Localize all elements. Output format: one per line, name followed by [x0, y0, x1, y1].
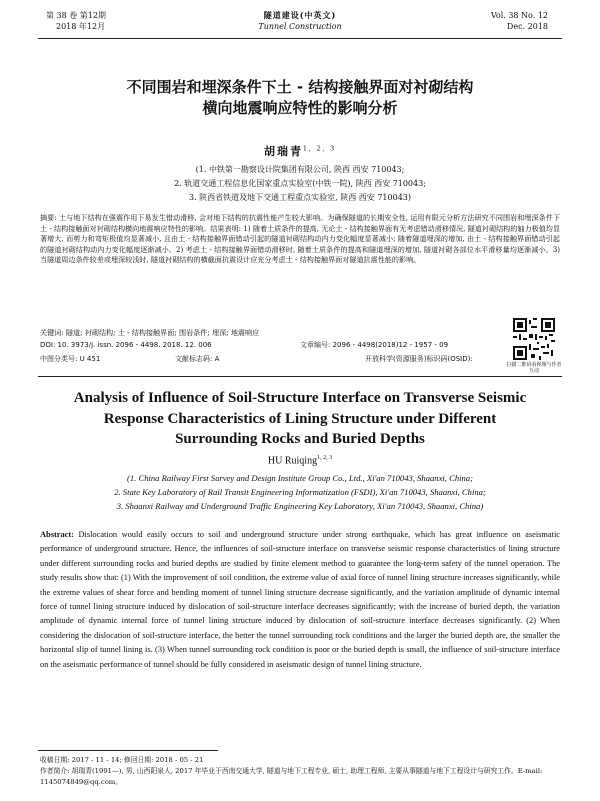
received-date: 收稿日期: 2017 - 11 - 14; 修回日期: 2018 - 05 - 21: [40, 756, 204, 764]
header-volume-en: [491, 10, 548, 32]
article-number: 文章编号: 2096 - 4498(2018)12 - 1957 - 09: [300, 341, 449, 349]
volume-issue-cn: 第 38 卷 第12期: [46, 11, 106, 20]
section-rule: [38, 376, 562, 377]
title-en: [40, 388, 560, 450]
affiliation-en-2: 2. State Key Laboratory of Rail Transit Engineering Informatization (FSDI), Xi'an 710043, Shaanxi, China;: [114, 487, 486, 497]
affiliations-en: [40, 471, 560, 513]
author-bio: 作者简介: 胡瑞青(1991—), 男, 山西阳泉人, 2017 年毕业于西南交通大学, 隧道与地下工程专业, 硕士, 助理工程师, 主要从事隧道与地下工程设计与研究工作。E-mail: 1145074849@qq.com。: [40, 767, 543, 786]
oscid-label: 开放科学(资源服务)标识码(OSID):: [365, 355, 473, 363]
abstract-en-body: Dislocation would easily occurs to soil and underground structure under strong earthquake, which has great influence on aseismatic performance of underground structure. Hence, the influences of soil-structure interface on transverse seismic response characteristics of lining structure under different surrounding rocks and buried depths are studied by finite element method to guarantee the long-term safety of the tunnel operation. The study results show that: (1) With the improvement of soil condition, the extreme value of axial force of tunnel lining structure increases significantly, while the extreme values of shear force and bending moment of tunnel lining structure decrease significantly, and the variation amplitude of dynamic internal force of tunnel lining structure induced by dislocation of soil-structure interface decreases significantly; with the increase of buried depth, the variation amplitude of dynamic internal force of tunnel lining structure induced by dislocation of soil-structure interface decreases significantly. (2) When considering the dislocation of soil-structure interface, the better the tunnel surrounding rock conditions and the larger the buried depth are, the smaller the horizontal slip of tunnel lining is. (3) When tunnel surrounding rock condition is poor or the buried depth is small, the influence of soil-structure interface on the aseismatic performance of tunnel should be fully considered in aseismatic design of tunnel lining structure.: [40, 530, 561, 669]
title-cn-line1: 不同围岩和埋深条件下土 - 结构接触界面对衬砌结构: [126, 78, 474, 96]
title-cn: [40, 77, 560, 119]
volume-issue-en: Vol. 38 No. 12: [490, 11, 548, 20]
date-cn: 2018 年12月: [56, 22, 106, 31]
author-cn-sup: 1, 2, 3: [302, 145, 337, 153]
affiliation-cn-1: (1. 中铁第一勘察设计院集团有限公司, 陕西 西安 710043;: [195, 165, 405, 174]
affiliation-en-3: 3. Shaanxi Railway and Underground Traffic Engineering Key Laboratory, Xi'an 710043, Shaanxi, China): [116, 501, 484, 511]
footnote-rule: [38, 750, 218, 751]
qr-caption: 扫描二维码看视频与作者互动: [506, 362, 562, 374]
clc-number: 中图分类号: U 451: [40, 355, 101, 363]
document-code: 文献标志码: A: [175, 355, 220, 363]
abstract-cn: 摘要: 土与地下结构在强震作用下易发生错动滑移, 会对地下结构的抗震性能产生较大影响。为确保隧道的长期安全性, 运用有限元分析方法研究不同围岩和埋深条件下土 - 结构接触面对衬砌结构横向地震响应特性的影响。结果表明: 1) 随着土质条件的提高, 无论土 - 结构接触界面有无考虑错动滑移情况, 隧道衬砌结构的轴力极值均显著增大, 而剪力和弯矩极值均显著减小, 且由土 - 结构接触界面错动引起的隧道衬砌结构动内力变化幅度显著减小; 随着隧道埋深的增加, 由土 - 结构接触界面错动引起的隧道衬砌结构动内力变化幅度逐渐减小。2) 考虑土 - 结构接触界面错动滑移时, 随着土质条件的提高和隧道埋深的增加, 隧道衬砌各部位水平滑移量均逐渐减小。3) 当隧道周边条件较差或埋深较浅时, 隧道衬砌结构的横截面抗震设计应充分考虑土 - 结构接触界面对隧道抗震性能的影响。: [40, 213, 560, 265]
title-cn-line2: 横向地震响应特性的影响分析: [202, 99, 398, 117]
journal-name-cn: 隧道建设(中英文): [263, 10, 337, 20]
title-en-line1: Analysis of Influence of Soil-Structure Interface on Transverse Seismic: [73, 390, 527, 406]
journal-name-en: Tunnel Construction: [258, 22, 342, 31]
footnote: [40, 755, 560, 788]
date-en: Dec. 2018: [506, 22, 548, 31]
affiliation-en-1: (1. China Railway First Survey and Design Institute Group Co., Ltd., Xi'an 710043, Shaanxi, China;: [127, 473, 473, 483]
author-en-name: HU Ruiqing: [267, 455, 318, 467]
title-en-line3: Surrounding Rocks and Buried Depths: [175, 431, 425, 447]
title-en-line2: Response Characteristics of Lining Structure under Different: [103, 410, 497, 427]
qr-code-icon[interactable]: [513, 318, 555, 360]
doi: DOI: 10. 3973/j. issn. 2096 - 4498. 2018. 12. 006: [40, 341, 212, 349]
affiliation-cn-2: 2. 轨道交通工程信息化国家重点实验室(中铁一院), 陕西 西安 710043;: [174, 179, 426, 188]
author-cn-name: 胡瑞青: [263, 145, 303, 158]
abstract-en: [40, 528, 560, 672]
header-rule: [38, 38, 562, 39]
abstract-en-label: Abstract:: [40, 530, 74, 539]
author-en-sup: 1, 2, 3: [317, 455, 333, 461]
author-en: [0, 455, 600, 466]
keywords-cn: 关键词: 隧道; 衬砌结构; 土 - 结构接触界面; 围岩条件; 埋深; 地震响应: [40, 328, 260, 337]
affiliations-cn: [0, 163, 600, 205]
affiliation-cn-3: 3. 陕西省铁道及地下交通工程重点实验室, 陕西 西安 710043): [188, 193, 411, 202]
author-cn: [0, 143, 600, 159]
